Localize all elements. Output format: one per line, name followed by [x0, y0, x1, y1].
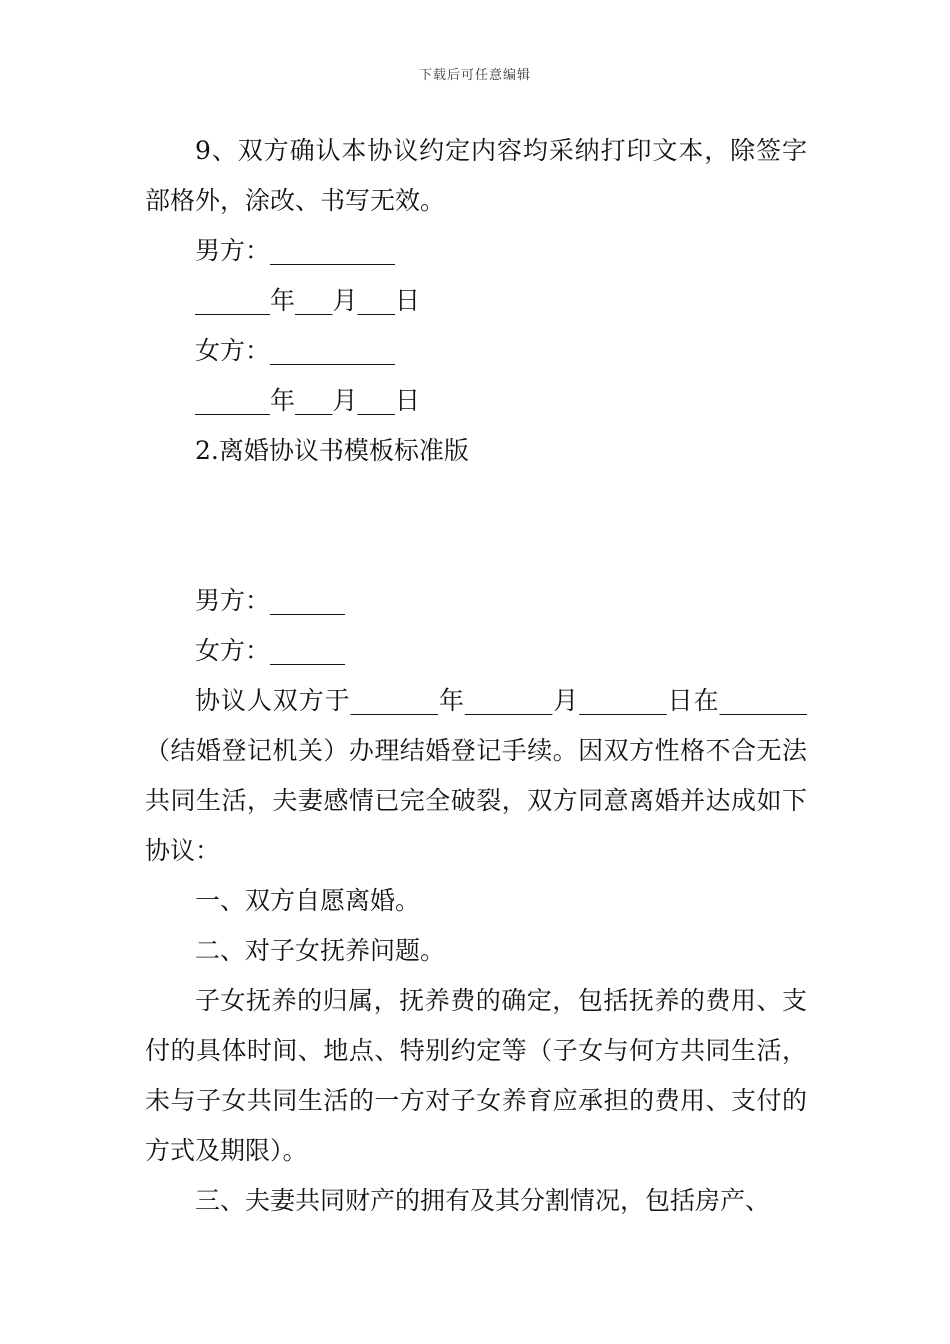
male-signature-line: 男方：__________: [195, 236, 396, 265]
blank-gap: [145, 476, 807, 576]
male-party-line: 男方：______: [195, 586, 346, 615]
document-body: [145, 126, 807, 1226]
clause-9: 9、双方确认本协议约定内容均采纳打印文本，除签字部格外，涂改、书写无效。: [145, 136, 807, 215]
item-3: 三、夫妻共同财产的拥有及其分割情况，包括房产、: [195, 1186, 771, 1215]
item-1: 一、双方自愿离婚。: [195, 886, 421, 915]
male-date-line: ______年___月___日: [195, 286, 421, 315]
female-party-line: 女方：______: [195, 636, 346, 665]
item-2-detail: 子女抚养的归属，抚养费的确定，包括抚养的费用、支付的具体时间、地点、特别约定等（子女与何方共同生活，未与子女共同生活的一方对子女养育应承担的费用、支付的方式及期限）。: [145, 986, 807, 1165]
intro-paragraph: 协议人双方于_______年_______月_______日在_______（结婚登记机关）办理结婚登记手续。因双方性格不合无法共同生活，夫妻感情已完全破裂，双方同意离婚并达成如下协议：: [145, 686, 807, 865]
female-signature-line: 女方：__________: [195, 336, 396, 365]
female-date-line: ______年___月___日: [195, 386, 421, 415]
section-title: 2.离婚协议书模板标准版: [195, 436, 469, 465]
page-header: 下载后可任意编辑: [418, 68, 531, 83]
item-2: 二、对子女抚养问题。: [195, 936, 446, 965]
